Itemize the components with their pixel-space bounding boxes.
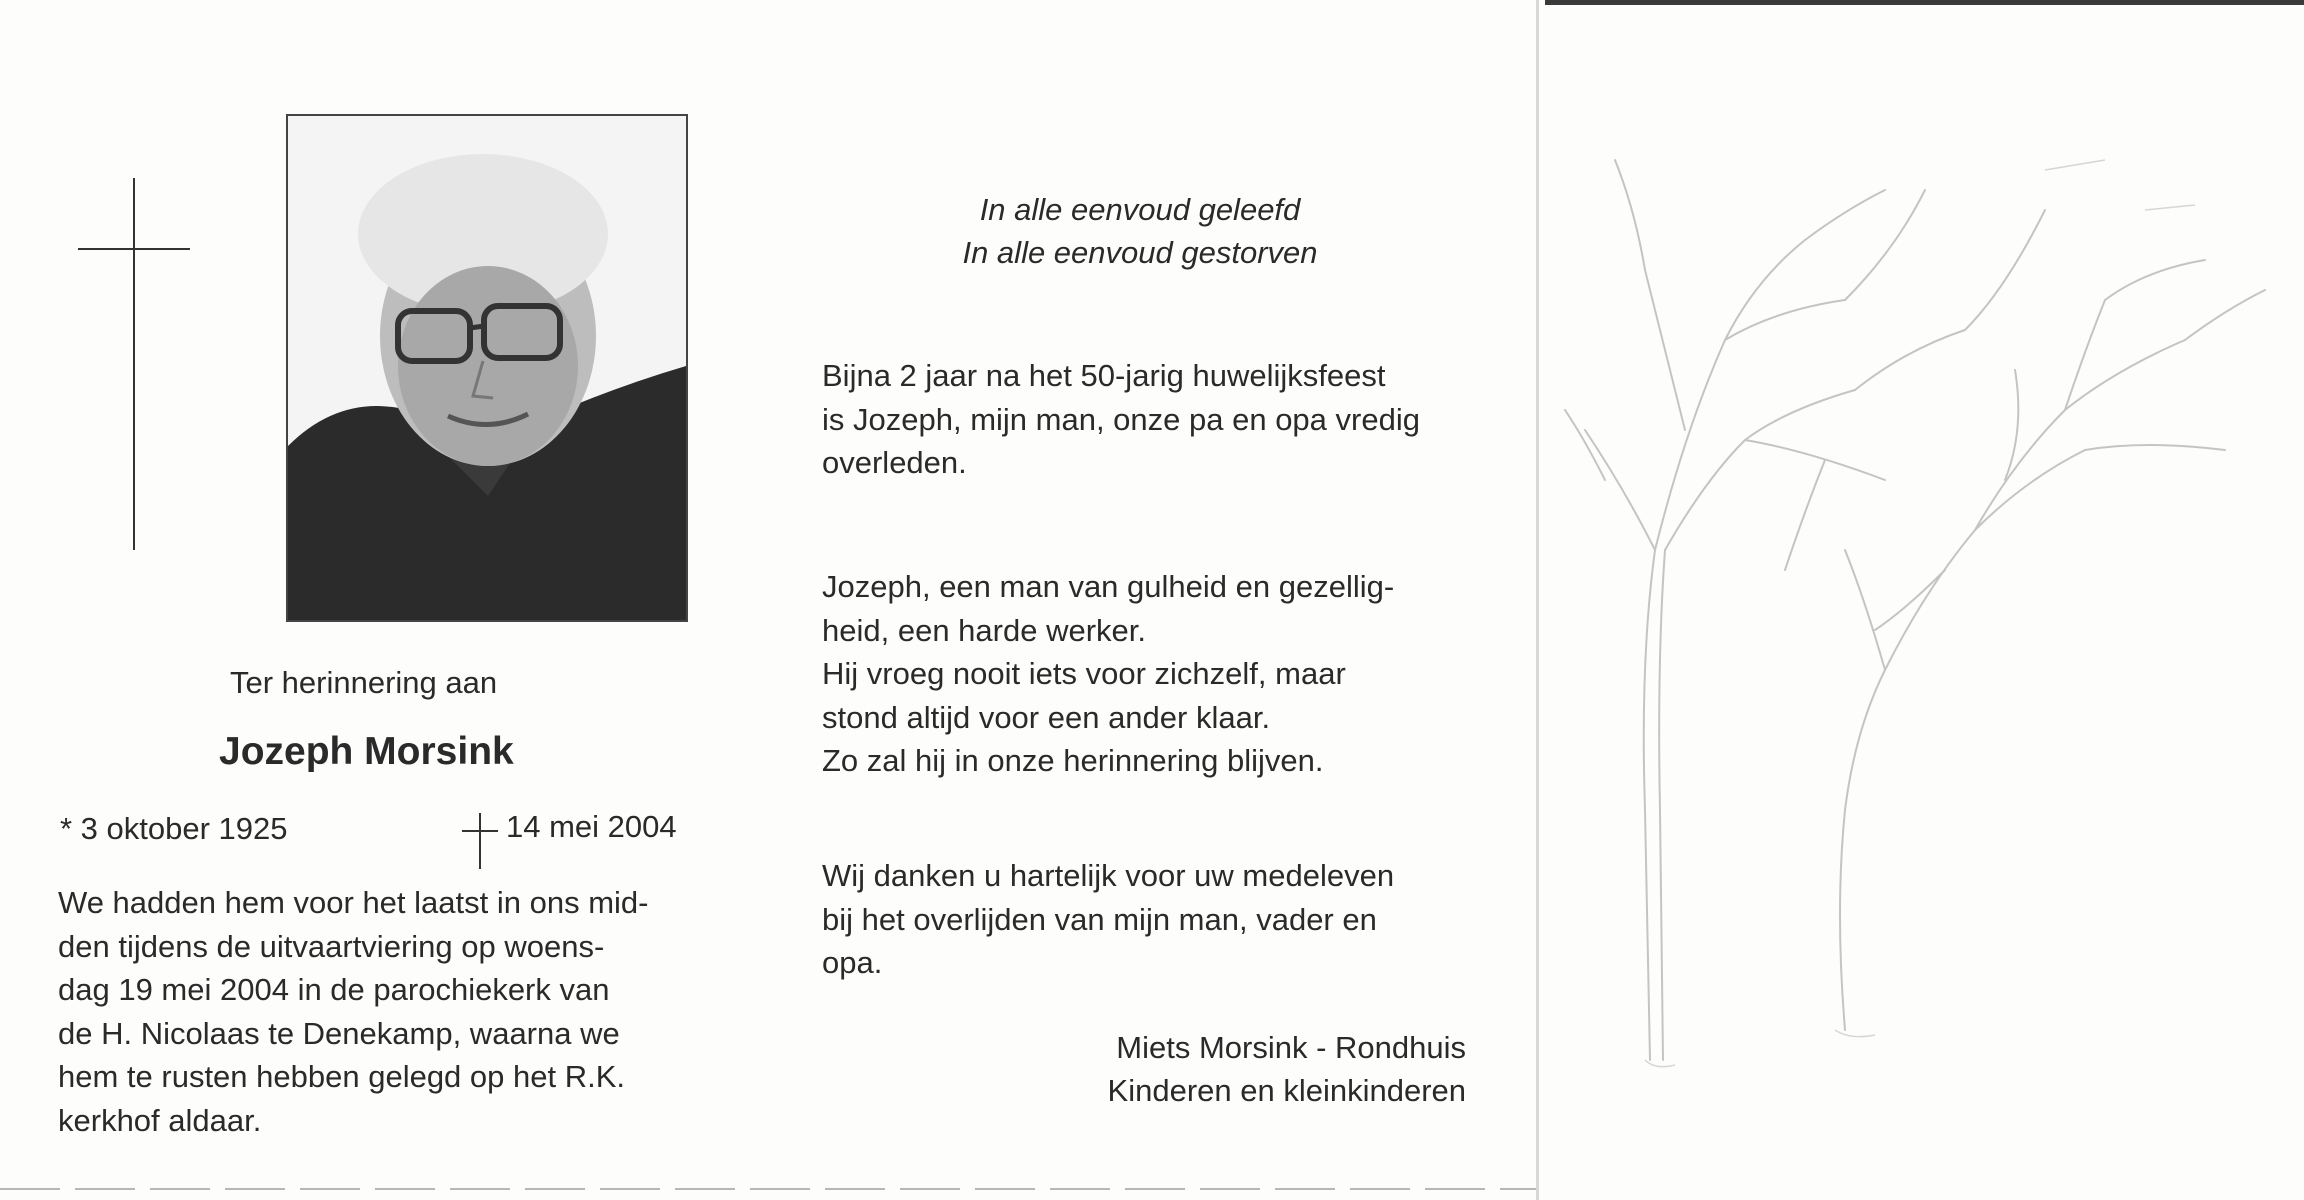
signature: Miets Morsink - Rondhuis Kinderen en kleinkinderen <box>1107 1030 1466 1108</box>
funeral-paragraph: We hadden hem voor het laatst in ons mid- den tijdens de uitvaartviering op woens- dag 19 mei 2004 in de parochiekerk van de H. Nicolaas te Denekamp, waarna we hem te rusten hebben gelegd op het R.K. kerkhof aldaar. <box>58 885 649 1138</box>
card-bottom-edge <box>0 1188 1536 1190</box>
motto: In alle eenvoud geleefd In alle eenvoud gestorven <box>962 192 1318 270</box>
birth-date: * 3 oktober 1925 <box>60 811 288 846</box>
death-date: 14 mei 2004 <box>506 809 677 844</box>
deceased-name: Jozeph Morsink <box>219 730 514 773</box>
portrait-photo <box>286 114 688 622</box>
paragraph-anniversary: Bijna 2 jaar na het 50-jarig huwelijksfeest is Jozeph, mijn man, onze pa en opa vredig overleden. <box>822 358 1420 480</box>
death-cross-icon <box>462 813 498 869</box>
card-top-edge <box>1545 0 2304 5</box>
cross-icon <box>78 178 190 550</box>
tree-drawing <box>1545 10 2304 1190</box>
remembrance-label: Ter herinnering aan <box>230 665 498 700</box>
paragraph-thanks: Wij danken u hartelijk voor uw medeleven bij het overlijden van mijn man, vader en opa. <box>822 858 1395 980</box>
paragraph-character: Jozeph, een man van gulheid en gezellig- heid, een harde werker. Hij vroeg nooit iets voor zichzelf, maar stond altijd voor een ander klaar. Zo zal hij in onze herinnering blijven. <box>822 569 1395 778</box>
card-fold-line <box>1536 0 1539 1200</box>
